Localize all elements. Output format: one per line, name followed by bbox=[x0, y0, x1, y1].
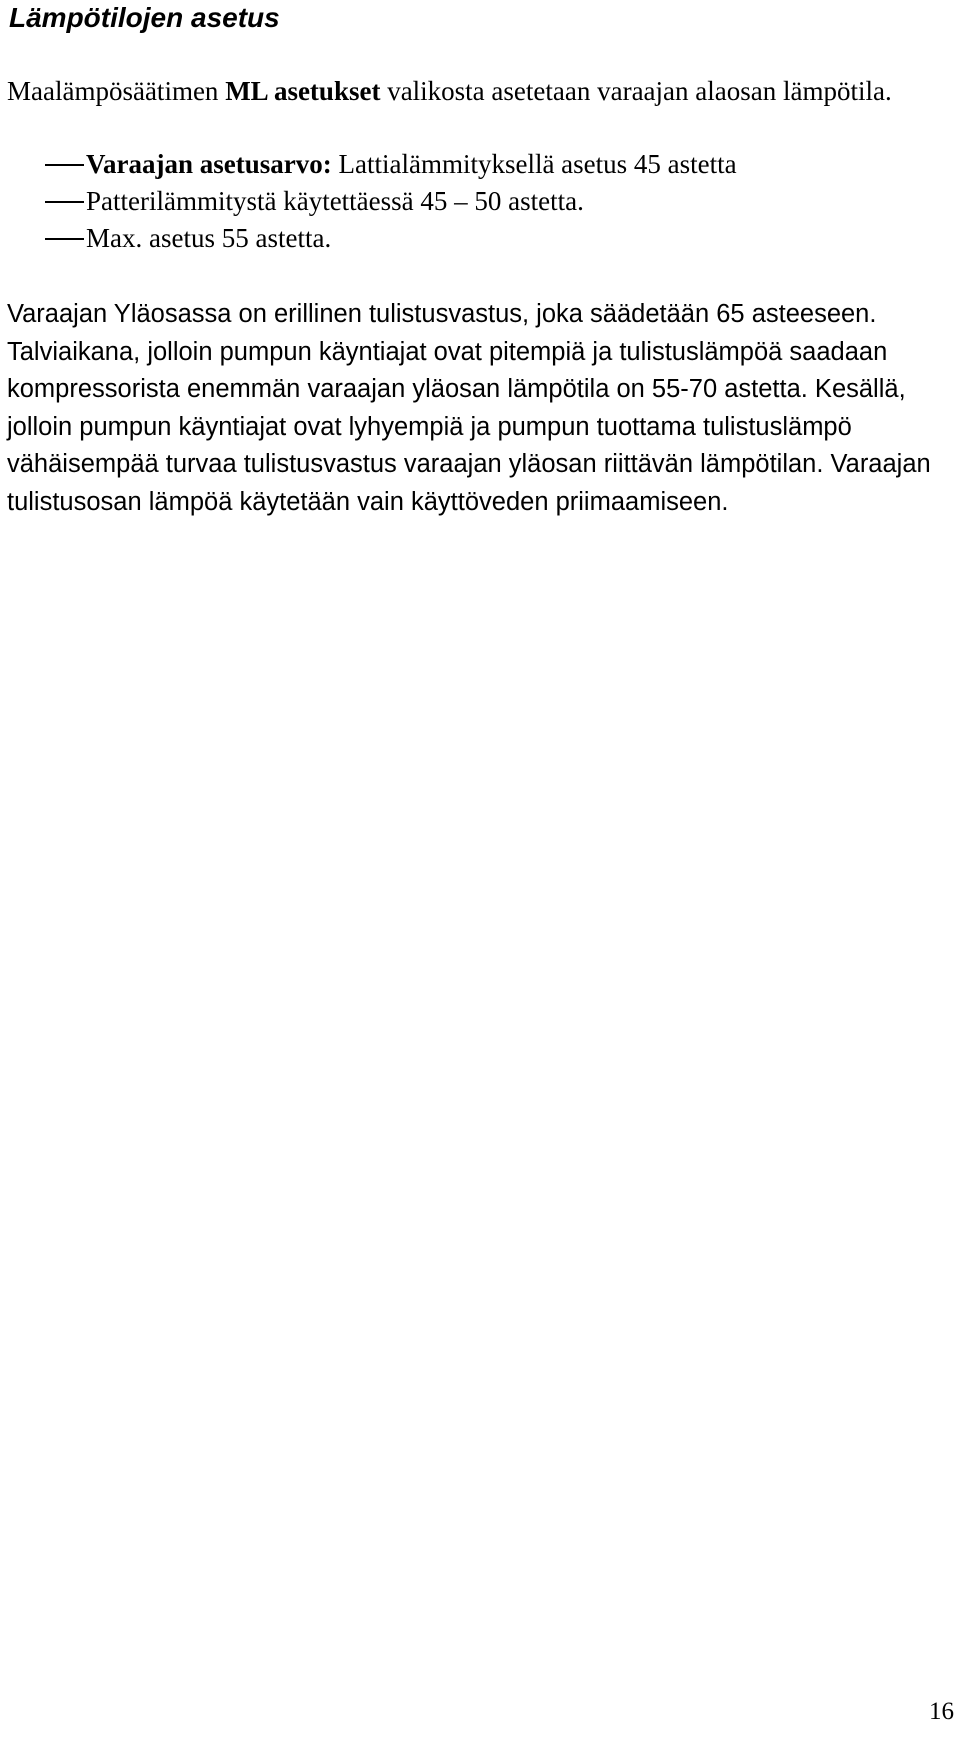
page-number: 16 bbox=[929, 1698, 954, 1725]
setting-list bbox=[0, 146, 940, 257]
intro-text-after: valikosta asetetaan varaajan alaosan lämpötila. bbox=[380, 76, 892, 106]
list-item-value: Max. asetus 55 astetta. bbox=[86, 223, 332, 253]
list-item bbox=[0, 146, 940, 183]
list-item-text bbox=[86, 220, 331, 257]
intro-text-before: Maalämpösäätimen bbox=[7, 76, 226, 106]
list-item-value: Patterilämmitystä käytettäessä 45 – 50 astetta. bbox=[86, 186, 584, 216]
dash-bullet-icon bbox=[45, 164, 84, 166]
section-heading: Lämpötilojen asetus bbox=[9, 2, 280, 33]
list-item bbox=[0, 220, 940, 257]
intro-text-bold: ML asetukset bbox=[225, 76, 381, 106]
intro-paragraph bbox=[7, 72, 947, 110]
body-paragraph: Varaajan Yläosassa on erillinen tulistusvastus, joka säädetään 65 asteeseen. Talviaikana, jolloin pumpun käyntiajat ovat pitempiä ja tulistuslämpöä saadaan kompressorista enemmän varaajan yläosan lämpötila on 55-70 astetta. Kesällä, jolloin pumpun käyntiajat ovat lyhyempiä ja pumpun tuottama tulistuslämpö vähäisempää turvaa tulistusvastus varaajan yläosan riittävän lämpötilan. Varaajan tulistusosan lämpöä käytetään vain käyttöveden priimaamiseen. bbox=[7, 300, 931, 516]
list-item bbox=[0, 183, 940, 220]
list-item-value: Lattialämmityksellä asetus 45 astetta bbox=[331, 149, 737, 179]
list-item-text bbox=[86, 146, 737, 183]
dash-bullet-icon bbox=[45, 238, 84, 240]
list-item-label: Varaajan asetusarvo: bbox=[86, 149, 332, 179]
dash-bullet-icon bbox=[45, 201, 84, 203]
list-item-text bbox=[86, 183, 584, 220]
